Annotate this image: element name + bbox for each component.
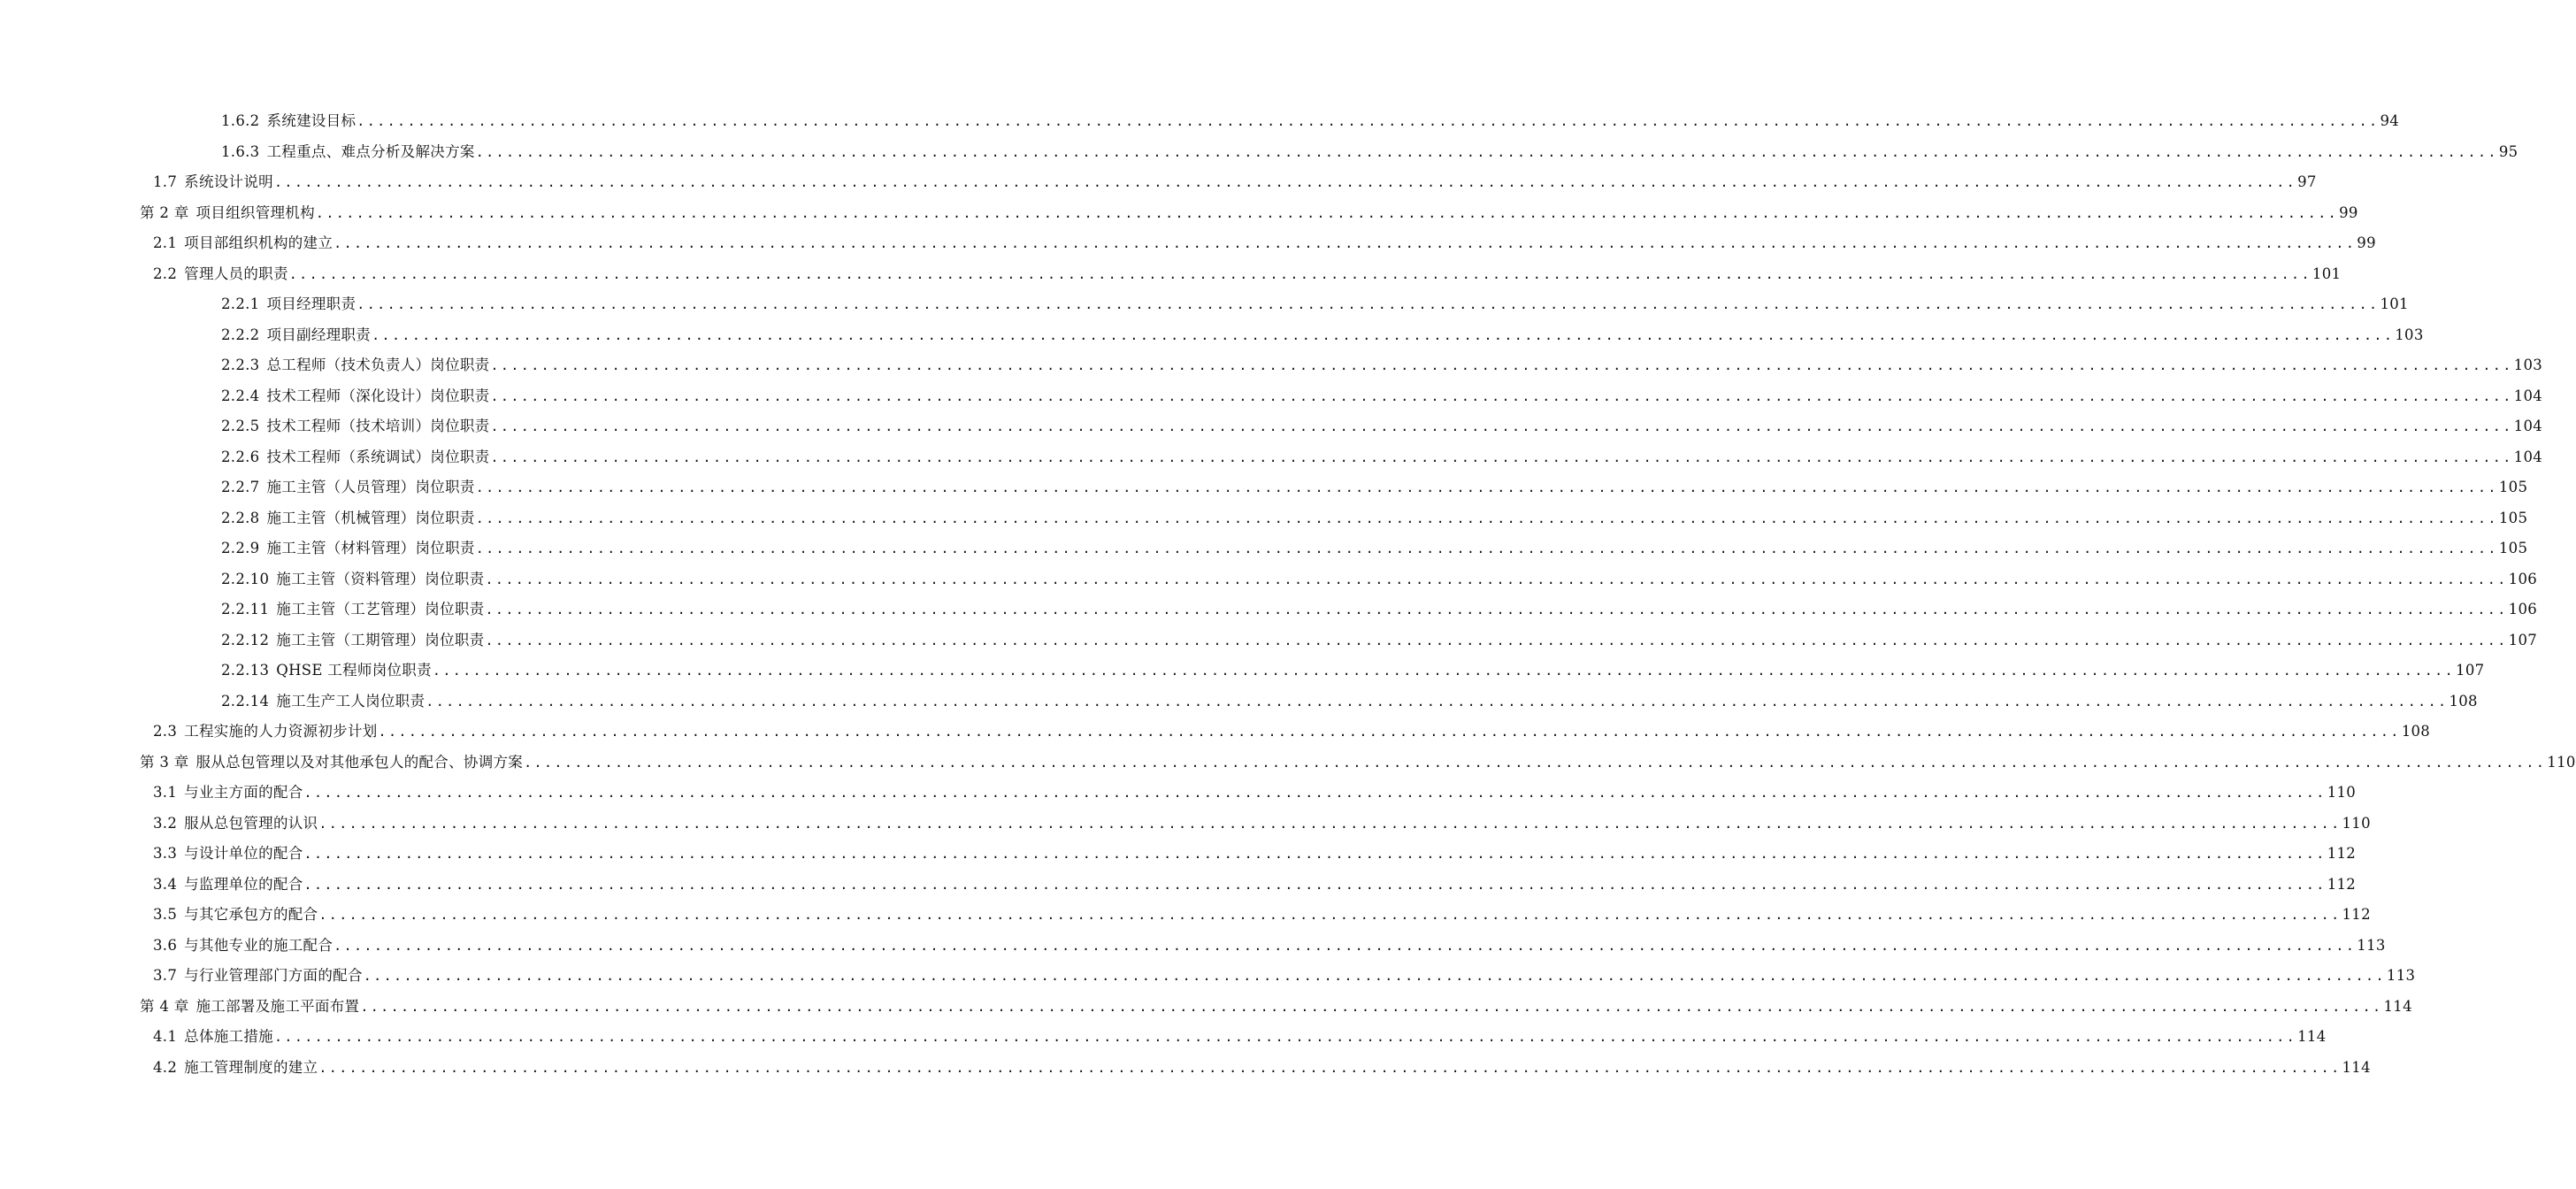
dot-leader: ........................................................................................................................................................................................................ bbox=[303, 785, 2327, 802]
toc-entry-title: 施工主管（工艺管理）岗位职责 bbox=[276, 601, 485, 618]
toc-entry-page-number: 108 bbox=[2401, 723, 2431, 740]
toc-entry[interactable] bbox=[0, 104, 2400, 135]
toc-entry-number: 2.2.8 bbox=[221, 509, 260, 526]
toc-entry-number: 4.2 bbox=[153, 1058, 178, 1076]
toc-entry[interactable] bbox=[0, 349, 2543, 380]
toc-entry[interactable] bbox=[0, 685, 2478, 716]
toc-entry-number: 3.7 bbox=[153, 967, 178, 985]
toc-entry-line bbox=[221, 475, 2528, 496]
toc-entry-title: 总工程师（技术负责人）岗位职责 bbox=[266, 357, 490, 374]
toc-entry-title: 施工主管（工期管理）岗位职责 bbox=[276, 631, 485, 648]
toc-entry[interactable] bbox=[0, 1051, 2371, 1082]
toc-entry-title: 与业主方面的配合 bbox=[184, 784, 303, 802]
toc-entry-line bbox=[153, 231, 2376, 252]
toc-entry[interactable] bbox=[0, 380, 2543, 410]
toc-entry-number: 1.7 bbox=[153, 173, 178, 191]
toc-entry[interactable] bbox=[0, 807, 2371, 838]
toc-entry-page-number: 94 bbox=[2380, 112, 2400, 130]
toc-entry-title: 管理人员的职责 bbox=[184, 265, 288, 282]
toc-entry[interactable] bbox=[0, 196, 2358, 227]
toc-entry-number: 4.1 bbox=[153, 1028, 178, 1046]
toc-entry-page-number: 112 bbox=[2327, 845, 2357, 863]
toc-entry-number: 2.2.4 bbox=[221, 387, 260, 404]
dot-leader: ........................................................................................................................................................................................................ bbox=[318, 815, 2342, 832]
toc-entry-title: 总体施工措施 bbox=[184, 1028, 273, 1046]
toc-entry-title: 与行业管理部门方面的配合 bbox=[184, 967, 363, 985]
toc-entry-title: 施工管理制度的建立 bbox=[184, 1058, 318, 1076]
table-of-contents bbox=[0, 104, 2576, 1081]
toc-entry-line bbox=[221, 597, 2538, 618]
toc-entry-line bbox=[153, 933, 2386, 955]
toc-entry-title: 技术工程师（技术培训）岗位职责 bbox=[266, 418, 490, 435]
toc-entry-title: 工程重点、难点分析及解决方案 bbox=[266, 142, 475, 160]
toc-entry-page-number: 114 bbox=[2297, 1028, 2327, 1046]
toc-entry-title: 施工主管（人员管理）岗位职责 bbox=[266, 479, 475, 496]
toc-entry-page-number: 107 bbox=[2508, 631, 2538, 648]
toc-entry-page-number: 110 bbox=[2547, 753, 2576, 771]
toc-entry[interactable] bbox=[0, 990, 2412, 1021]
toc-entry-title: 与监理单位的配合 bbox=[184, 875, 303, 893]
toc-entry-number: 2.2.3 bbox=[221, 357, 260, 374]
dot-leader: ........................................................................................................................................................................................................ bbox=[315, 204, 2339, 221]
toc-entry-line bbox=[221, 445, 2543, 466]
toc-entry-title: QHSE 工程师岗位职责 bbox=[276, 662, 432, 679]
toc-entry[interactable] bbox=[0, 593, 2538, 624]
toc-entry-line bbox=[221, 414, 2543, 435]
toc-entry-page-number: 99 bbox=[2357, 234, 2376, 252]
toc-entry-number: 3.5 bbox=[153, 906, 178, 924]
dot-leader: ........................................................................................................................................................................................................ bbox=[356, 296, 2380, 313]
toc-entry-page-number: 114 bbox=[2383, 997, 2412, 1015]
dot-leader: ........................................................................................................................................................................................................ bbox=[360, 998, 2383, 1015]
toc-entry-page-number: 113 bbox=[2386, 967, 2416, 985]
toc-entry[interactable] bbox=[0, 441, 2543, 472]
toc-entry[interactable] bbox=[0, 715, 2431, 746]
toc-entry[interactable] bbox=[0, 898, 2371, 929]
toc-entry-page-number: 112 bbox=[2327, 875, 2357, 893]
toc-entry-title: 系统设计说明 bbox=[184, 173, 273, 191]
toc-entry-page-number: 107 bbox=[2456, 662, 2485, 679]
toc-entry-title: 与其他专业的施工配合 bbox=[184, 936, 334, 954]
toc-entry-line bbox=[221, 140, 2518, 161]
toc-entry-page-number: 108 bbox=[2449, 692, 2478, 710]
toc-entry-title: 施工生产工人岗位职责 bbox=[276, 692, 426, 710]
toc-entry-number: 3.1 bbox=[153, 784, 178, 802]
dot-leader: ........................................................................................................................................................................................................ bbox=[490, 357, 2513, 374]
dot-leader: ........................................................................................................................................................................................................ bbox=[485, 571, 2508, 587]
toc-entry-page-number: 110 bbox=[2342, 814, 2371, 832]
toc-entry-page-number: 103 bbox=[2395, 326, 2424, 343]
toc-entry-number: 2.2.1 bbox=[221, 295, 260, 313]
toc-entry-page-number: 104 bbox=[2513, 418, 2543, 435]
toc-entry[interactable] bbox=[0, 257, 2342, 288]
toc-entry-title: 项目经理职责 bbox=[266, 295, 356, 313]
toc-entry-line bbox=[221, 628, 2538, 649]
toc-entry-line bbox=[221, 689, 2478, 710]
dot-leader: ........................................................................................................................................................................................................ bbox=[475, 479, 2498, 496]
toc-entry[interactable] bbox=[0, 654, 2485, 685]
toc-entry[interactable] bbox=[0, 471, 2528, 502]
toc-entry-number: 1.6.2 bbox=[221, 112, 260, 130]
toc-entry-page-number: 103 bbox=[2513, 357, 2543, 374]
toc-entry-number: 2.2.7 bbox=[221, 479, 260, 496]
toc-entry-number: 2.2.14 bbox=[221, 692, 270, 710]
toc-entry-number: 第 2 章 bbox=[140, 203, 189, 221]
dot-leader: ........................................................................................................................................................................................................ bbox=[490, 387, 2513, 404]
dot-leader: ........................................................................................................................................................................................................ bbox=[318, 1059, 2342, 1076]
dot-leader: ........................................................................................................................................................................................................ bbox=[363, 968, 2386, 985]
dot-leader: ........................................................................................................................................................................................................ bbox=[432, 663, 2456, 679]
toc-entry-number: 2.2.10 bbox=[221, 570, 270, 587]
toc-entry-page-number: 114 bbox=[2342, 1058, 2371, 1076]
toc-entry[interactable] bbox=[0, 135, 2518, 166]
toc-entry-line bbox=[153, 780, 2357, 802]
toc-entry-number: 3.2 bbox=[153, 814, 178, 832]
dot-leader: ........................................................................................................................................................................................................ bbox=[356, 113, 2380, 130]
toc-entry[interactable] bbox=[0, 532, 2528, 563]
toc-entry-line bbox=[221, 353, 2543, 374]
toc-entry-number: 2.2 bbox=[153, 265, 178, 282]
dot-leader: ........................................................................................................................................................................................................ bbox=[303, 846, 2327, 863]
toc-entry[interactable] bbox=[0, 776, 2357, 807]
toc-entry-number: 2.2.5 bbox=[221, 418, 260, 435]
toc-entry-title: 与设计单位的配合 bbox=[184, 845, 303, 863]
toc-entry-title: 系统建设目标 bbox=[266, 112, 356, 130]
toc-entry-number: 1.6.3 bbox=[221, 142, 260, 160]
toc-entry-page-number: 110 bbox=[2327, 784, 2357, 802]
toc-entry-page-number: 112 bbox=[2342, 906, 2371, 924]
dot-leader: ........................................................................................................................................................................................................ bbox=[288, 265, 2312, 282]
dot-leader: ........................................................................................................................................................................................................ bbox=[524, 754, 2547, 771]
dot-leader: ........................................................................................................................................................................................................ bbox=[485, 602, 2508, 618]
toc-entry[interactable] bbox=[0, 502, 2528, 533]
toc-entry[interactable] bbox=[0, 165, 2317, 196]
toc-entry[interactable] bbox=[0, 288, 2409, 318]
toc-entry[interactable] bbox=[0, 746, 2576, 777]
toc-entry[interactable] bbox=[0, 868, 2357, 899]
toc-entry-line bbox=[221, 384, 2543, 405]
toc-entry-page-number: 106 bbox=[2508, 601, 2538, 618]
toc-entry[interactable] bbox=[0, 1020, 2327, 1051]
toc-entry-page-number: 101 bbox=[2380, 295, 2409, 313]
toc-entry-page-number: 105 bbox=[2498, 540, 2528, 557]
toc-entry[interactable] bbox=[0, 226, 2376, 257]
dot-leader: ........................................................................................................................................................................................................ bbox=[334, 235, 2357, 252]
toc-entry[interactable] bbox=[0, 929, 2386, 960]
dot-leader: ........................................................................................................................................................................................................ bbox=[303, 876, 2327, 893]
toc-entry[interactable] bbox=[0, 837, 2357, 868]
toc-entry-page-number: 99 bbox=[2339, 203, 2358, 221]
toc-entry-line bbox=[221, 567, 2538, 588]
toc-entry-page-number: 101 bbox=[2312, 265, 2342, 282]
toc-entry-page-number: 95 bbox=[2498, 142, 2518, 160]
toc-entry-line bbox=[221, 506, 2528, 527]
dot-leader: ........................................................................................................................................................................................................ bbox=[273, 174, 2297, 191]
toc-entry-title: 施工主管（资料管理）岗位职责 bbox=[276, 570, 485, 587]
toc-entry[interactable] bbox=[0, 318, 2424, 349]
toc-entry-line bbox=[221, 658, 2485, 679]
toc-entry-number: 3.3 bbox=[153, 845, 178, 863]
toc-entry-title: 施工主管（材料管理）岗位职责 bbox=[266, 540, 475, 557]
toc-entry-title: 与其它承包方的配合 bbox=[184, 906, 318, 924]
toc-entry-page-number: 104 bbox=[2513, 448, 2543, 465]
dot-leader: ........................................................................................................................................................................................................ bbox=[475, 510, 2498, 526]
toc-entry-page-number: 106 bbox=[2508, 570, 2538, 587]
toc-entry-line bbox=[153, 841, 2357, 863]
toc-entry-title: 服从总包管理以及对其他承包人的配合、协调方案 bbox=[196, 753, 524, 771]
toc-entry-line bbox=[140, 994, 2412, 1016]
toc-entry[interactable] bbox=[0, 624, 2538, 655]
toc-entry-line bbox=[153, 963, 2416, 985]
toc-entry-line bbox=[153, 872, 2357, 894]
toc-entry-page-number: 105 bbox=[2498, 509, 2528, 526]
toc-entry-line bbox=[221, 536, 2528, 557]
toc-entry-line bbox=[153, 811, 2371, 832]
toc-entry-number: 第 3 章 bbox=[140, 753, 189, 771]
toc-entry-number: 2.1 bbox=[153, 234, 178, 252]
toc-entry-number: 3.6 bbox=[153, 936, 178, 954]
toc-entry-number: 2.2.11 bbox=[221, 601, 270, 618]
toc-entry-line bbox=[221, 109, 2400, 130]
dot-leader: ........................................................................................................................................................................................................ bbox=[372, 326, 2395, 343]
dot-leader: ........................................................................................................................................................................................................ bbox=[475, 541, 2498, 557]
toc-entry-title: 施工部署及施工平面布置 bbox=[196, 997, 360, 1015]
dot-leader: ........................................................................................................................................................................................................ bbox=[475, 143, 2498, 160]
dot-leader: ........................................................................................................................................................................................................ bbox=[334, 937, 2357, 954]
toc-entry-line bbox=[153, 1055, 2371, 1077]
toc-entry-page-number: 113 bbox=[2357, 936, 2386, 954]
toc-entry-number: 2.2.12 bbox=[221, 631, 270, 648]
toc-entry-number: 2.2.9 bbox=[221, 540, 260, 557]
toc-entry-title: 技术工程师（深化设计）岗位职责 bbox=[266, 387, 490, 404]
toc-entry-number: 2.3 bbox=[153, 723, 178, 740]
toc-entry[interactable] bbox=[0, 563, 2538, 594]
dot-leader: ........................................................................................................................................................................................................ bbox=[490, 418, 2513, 435]
toc-entry-line bbox=[153, 719, 2431, 740]
dot-leader: ........................................................................................................................................................................................................ bbox=[426, 693, 2449, 710]
dot-leader: ........................................................................................................................................................................................................ bbox=[490, 449, 2513, 465]
toc-entry-line bbox=[153, 902, 2371, 924]
toc-entry-number: 2.2.2 bbox=[221, 326, 260, 343]
toc-entry-line bbox=[140, 201, 2358, 222]
toc-entry-line bbox=[153, 1024, 2327, 1046]
toc-entry-page-number: 97 bbox=[2297, 173, 2317, 191]
toc-entry-number: 第 4 章 bbox=[140, 997, 189, 1015]
toc-entry-line bbox=[221, 292, 2409, 313]
dot-leader: ........................................................................................................................................................................................................ bbox=[485, 632, 2508, 648]
dot-leader: ........................................................................................................................................................................................................ bbox=[378, 724, 2401, 740]
toc-entry-title: 项目部组织机构的建立 bbox=[184, 234, 334, 252]
toc-entry-line bbox=[221, 323, 2424, 344]
toc-entry-number: 2.2.6 bbox=[221, 448, 260, 465]
toc-entry-title: 项目组织管理机构 bbox=[196, 203, 315, 221]
toc-entry[interactable] bbox=[0, 410, 2543, 441]
toc-entry-line bbox=[140, 750, 2576, 771]
toc-entry-title: 技术工程师（系统调试）岗位职责 bbox=[266, 448, 490, 465]
toc-entry-title: 施工主管（机械管理）岗位职责 bbox=[266, 509, 475, 526]
toc-entry-number: 2.2.13 bbox=[221, 662, 270, 679]
toc-entry-title: 工程实施的人力资源初步计划 bbox=[184, 723, 378, 740]
toc-entry-line bbox=[153, 262, 2342, 283]
toc-entry-page-number: 105 bbox=[2498, 479, 2528, 496]
toc-entry[interactable] bbox=[0, 959, 2416, 990]
dot-leader: ........................................................................................................................................................................................................ bbox=[273, 1029, 2297, 1046]
toc-entry-title: 服从总包管理的认识 bbox=[184, 814, 318, 832]
toc-entry-title: 项目副经理职责 bbox=[266, 326, 372, 343]
toc-entry-line bbox=[153, 170, 2317, 191]
toc-entry-page-number: 104 bbox=[2513, 387, 2543, 404]
dot-leader: ........................................................................................................................................................................................................ bbox=[318, 907, 2342, 924]
toc-entry-number: 3.4 bbox=[153, 875, 178, 893]
